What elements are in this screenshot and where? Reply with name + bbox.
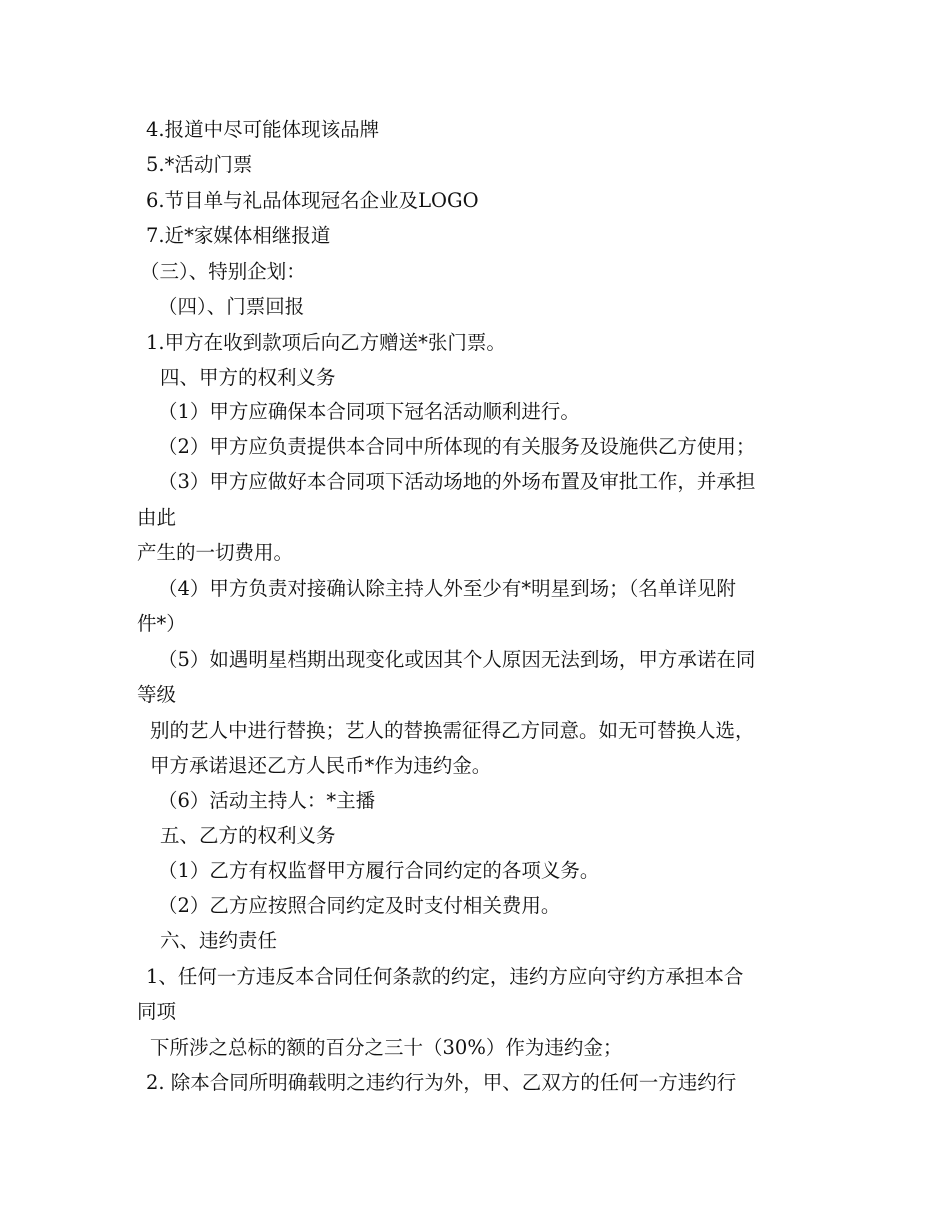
text-line: （四）、门票回报 (158, 295, 305, 318)
text-line: （2）乙方应按照合同约定及时支付相关费用。 (158, 894, 561, 917)
text-line: 同项 (137, 1000, 177, 1023)
text-line: 6.节目单与礼品体现冠名企业及LOGO (146, 189, 479, 212)
text-line: 五、乙方的权利义务 (160, 824, 336, 847)
text-line: 四、甲方的权利义务 (160, 366, 336, 389)
text-line: 4.报道中尽可能体现该品牌 (146, 118, 380, 141)
text-line: 1.甲方在收到款项后向乙方赠送*张门票。 (146, 331, 506, 354)
text-line: 7.近*家媒体相继报道 (146, 224, 331, 247)
text-line: 1、任何一方违反本合同任何条款的约定，违约方应向守约方承担本合 (146, 965, 744, 988)
text-line: （5）如遇明星档期出现变化或因其个人原因无法到场，甲方承诺在同 (158, 648, 756, 671)
text-line: 六、违约责任 (160, 929, 278, 952)
text-line: （6）活动主持人：*主播 (158, 789, 376, 812)
text-line: （2）甲方应负责提供本合同中所体现的有关服务及设施供乙方使用； (158, 435, 756, 458)
text-line: （1）乙方有权监督甲方履行合同约定的各项义务。 (158, 859, 600, 882)
text-line: 甲方承诺退还乙方人民币*作为违约金。 (150, 754, 492, 777)
text-line: 2. 除本合同所明确载明之违约行为外，甲、乙双方的任何一方违约行 (146, 1071, 737, 1094)
text-line: 下所涉之总标的额的百分之三十（30%）作为违约金； (150, 1036, 623, 1059)
text-line: 产生的一切费用。 (137, 541, 294, 564)
text-line: 件*） (137, 612, 186, 635)
text-line: （3）甲方应做好本合同项下活动场地的外场布置及审批工作，并承担 (158, 470, 756, 493)
text-line: 别的艺人中进行替换；艺人的替换需征得乙方同意。如无可替换人选， (150, 719, 755, 742)
text-line: （1）甲方应确保本合同项下冠名活动顺利进行。 (158, 400, 580, 423)
text-line: （4）甲方负责对接确认除主持人外至少有*明星到场；（名单详见附 (158, 577, 736, 600)
text-line: 等级 (137, 683, 177, 706)
text-line: 5.*活动门票 (146, 153, 253, 176)
text-line: 由此 (137, 506, 177, 529)
text-line: （三）、特别企划： (140, 260, 306, 283)
